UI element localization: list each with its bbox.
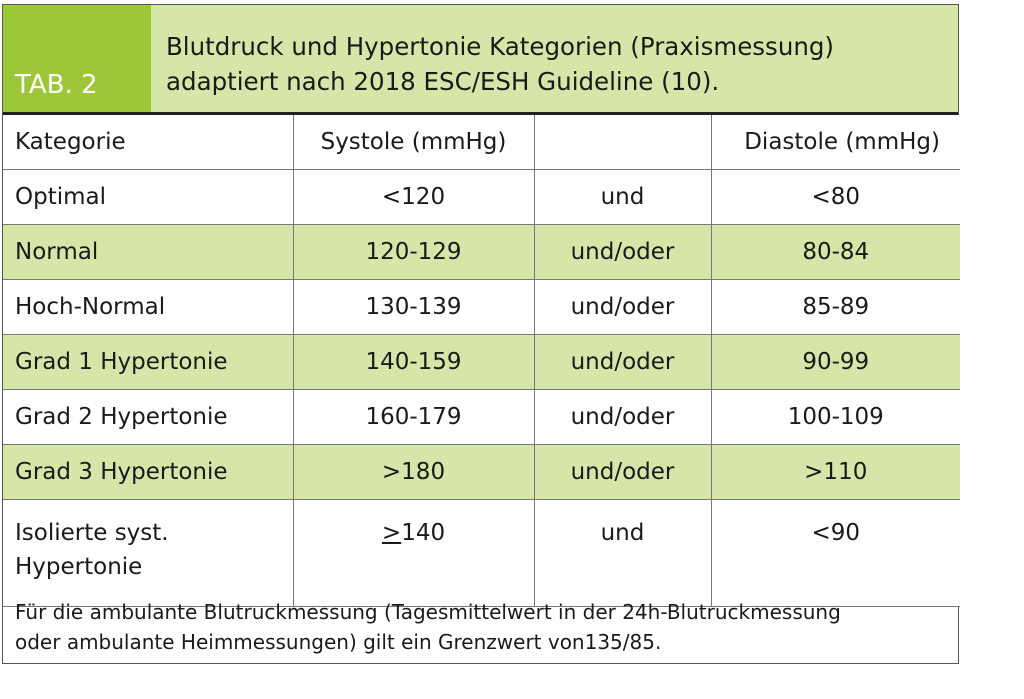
systole-cell: 160-179: [293, 390, 534, 445]
diastole-cell: 85-89: [711, 280, 960, 335]
systole-value: 140: [401, 520, 446, 546]
category-cell: Grad 1 Hypertonie: [3, 335, 293, 390]
table-row: [3, 445, 960, 500]
diastole-cell: <80: [711, 170, 960, 225]
title-line-2: adaptiert nach 2018 ESC/ESH Guideline (10).: [166, 67, 720, 96]
conjunction-cell: und/oder: [534, 445, 711, 500]
table-row: [3, 170, 960, 225]
footnote-line-2: oder ambulante Heimmessungen) gilt ein Grenzwert von135/85.: [15, 630, 662, 654]
category-cell: [3, 500, 293, 607]
conjunction-cell: und: [534, 500, 711, 607]
greater-equal-symbol: >: [381, 520, 402, 546]
systole-cell: >180: [293, 445, 534, 500]
category-cell: Hoch-Normal: [3, 280, 293, 335]
category-cell: Normal: [3, 225, 293, 280]
systole-cell: <120: [293, 170, 534, 225]
conjunction-cell: und/oder: [534, 335, 711, 390]
conjunction-cell: und/oder: [534, 225, 711, 280]
table-row: [3, 390, 960, 445]
category-cell: Grad 2 Hypertonie: [3, 390, 293, 445]
conjunction-cell: und/oder: [534, 390, 711, 445]
column-header-row: [3, 115, 960, 170]
systole-cell: 120-129: [293, 225, 534, 280]
bp-category-table: [3, 115, 960, 607]
table-title: [166, 29, 956, 99]
conjunction-cell: und: [534, 170, 711, 225]
diastole-cell: 80-84: [711, 225, 960, 280]
category-cell: Grad 3 Hypertonie: [3, 445, 293, 500]
column-header-diastole: Diastole (mmHg): [711, 115, 960, 170]
column-header-systole: Systole (mmHg): [293, 115, 534, 170]
table-row: [3, 335, 960, 390]
systole-cell: [293, 500, 534, 607]
category-cell: Optimal: [3, 170, 293, 225]
systole-cell: 130-139: [293, 280, 534, 335]
tab-label-box: [3, 5, 151, 112]
table-row: [3, 280, 960, 335]
tab-label: TAB. 2: [15, 70, 98, 100]
table-header: [3, 5, 958, 112]
diastole-cell: 90-99: [711, 335, 960, 390]
column-header-conjunction: [534, 115, 711, 170]
title-line-1: Blutdruck und Hypertonie Kategorien (Praxismessung): [166, 32, 834, 61]
category-line-2: Hypertonie: [15, 554, 143, 580]
table-frame: [2, 4, 959, 664]
footnote: [15, 597, 950, 657]
footnote-line-1: Für die ambulante Blutruckmessung (Tagesmittelwert in der 24h-Blutruckmessung: [15, 600, 841, 624]
column-header-category: Kategorie: [3, 115, 293, 170]
diastole-cell: >110: [711, 445, 960, 500]
diastole-cell: 100-109: [711, 390, 960, 445]
systole-cell: 140-159: [293, 335, 534, 390]
diastole-cell: <90: [711, 500, 960, 607]
category-line-1: Isolierte syst.: [15, 520, 169, 546]
table-row: [3, 225, 960, 280]
table-row: [3, 500, 960, 607]
conjunction-cell: und/oder: [534, 280, 711, 335]
